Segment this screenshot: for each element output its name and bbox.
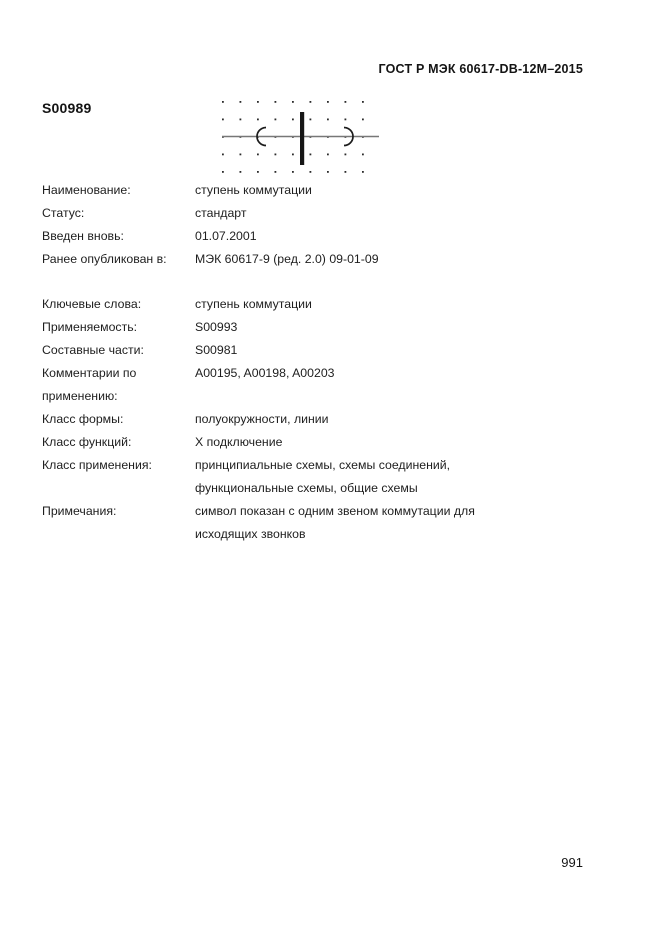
meta-row-application-class-cont — [42, 477, 602, 500]
meta-row-notes — [42, 500, 602, 523]
meta-value-application-class: принципиальные схемы, схемы соединений, — [195, 458, 451, 472]
meta-label-status: Статус: — [42, 206, 85, 220]
meta-row-keywords — [42, 293, 602, 316]
meta-value-shape-class: полуокружности, линии — [195, 412, 329, 426]
meta-label-comments: Комментарии по — [42, 366, 137, 380]
meta-row-applicability — [42, 316, 602, 339]
meta-row-shape-class — [42, 408, 602, 431]
meta-row-published-in — [42, 248, 602, 271]
meta-value-application-class-cont: функциональные схемы, общие схемы — [195, 481, 418, 495]
meta-label-introduced: Введен вновь: — [42, 229, 124, 243]
meta-value-function-class: X подключение — [195, 435, 283, 449]
switching-stage-glyph — [222, 101, 379, 181]
meta-row-application-class — [42, 454, 602, 477]
meta-row-name — [42, 179, 602, 202]
meta-value-comments: A00195, A00198, A00203 — [195, 366, 335, 380]
meta-value-notes-cont: исходящих звонков — [195, 527, 306, 541]
meta-label-published-in: Ранее опубликован в: — [42, 252, 167, 266]
meta-label-notes: Примечания: — [42, 504, 117, 518]
meta-row-comments — [42, 362, 602, 385]
meta-value-published-in: МЭК 60617-9 (ред. 2.0) 09-01-09 — [195, 252, 379, 266]
meta-label-application-class: Класс применения: — [42, 458, 152, 472]
symbol-figure — [222, 101, 379, 181]
meta-row-introduced — [42, 225, 602, 248]
meta-label-keywords: Ключевые слова: — [42, 297, 142, 311]
meta-value-notes: символ показан с одним звеном коммутации для — [195, 504, 475, 518]
meta-value-name: ступень коммутации — [195, 183, 312, 197]
meta-value-components: S00981 — [195, 343, 238, 357]
meta-value-keywords: ступень коммутации — [195, 297, 312, 311]
meta-value-status: стандарт — [195, 206, 247, 220]
meta-value-applicability: S00993 — [195, 320, 238, 334]
meta-label-components: Составные части: — [42, 343, 144, 357]
meta-row-function-class — [42, 431, 602, 454]
meta-row-components — [42, 339, 602, 362]
symbol-metadata-table — [42, 179, 602, 546]
meta-row-notes-cont — [42, 523, 602, 546]
meta-row-comments-cont — [42, 385, 602, 408]
meta-row-status — [42, 202, 602, 225]
symbol-code: S00989 — [42, 100, 92, 116]
meta-label-name: Наименование: — [42, 183, 131, 197]
document-standard-header: ГОСТ Р МЭК 60617-DB-12M–2015 — [378, 62, 583, 76]
meta-label-applicability: Применяемость: — [42, 320, 138, 334]
page-number: 991 — [561, 855, 583, 870]
center-vertical-bar — [300, 112, 304, 165]
meta-label-function-class: Класс функций: — [42, 435, 132, 449]
meta-value-introduced: 01.07.2001 — [195, 229, 257, 243]
meta-label-comments-cont: применению: — [42, 389, 118, 403]
meta-label-shape-class: Класс формы: — [42, 412, 124, 426]
